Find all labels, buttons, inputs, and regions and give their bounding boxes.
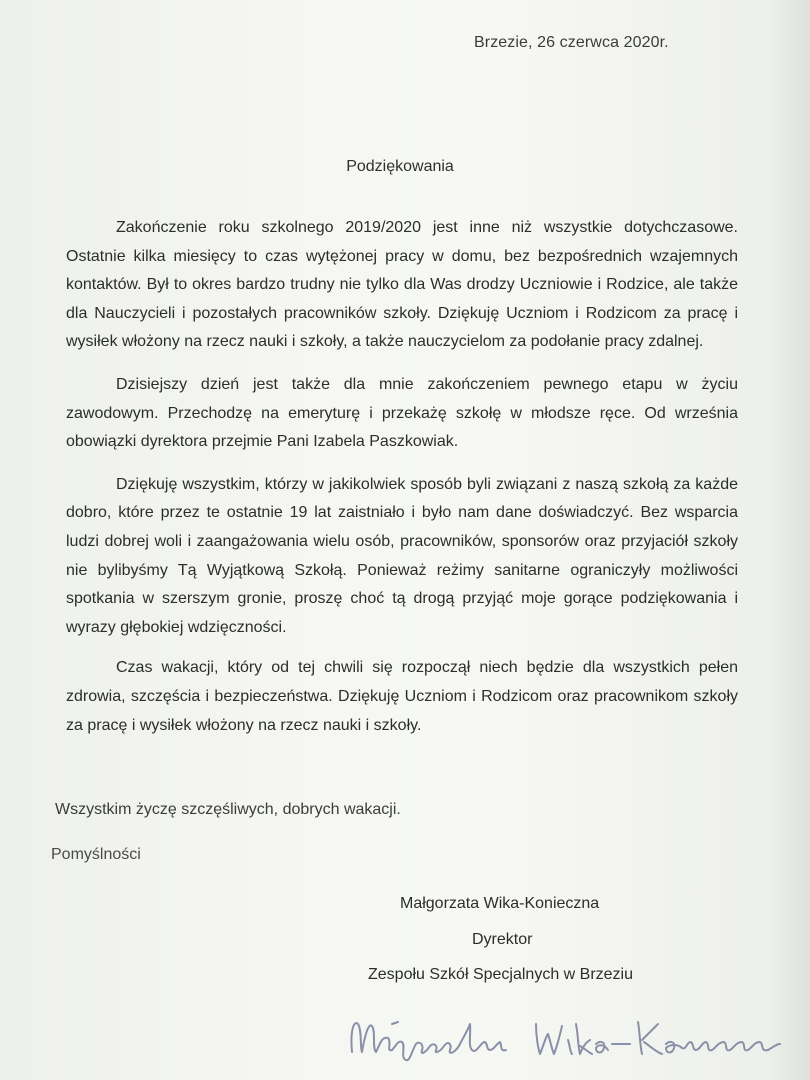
closing-line: Pomyślności	[51, 846, 141, 863]
signatory-name: Małgorzata Wika-Konieczna	[400, 895, 600, 912]
paragraph-2: Dzisiejszy dzień jest także dla mnie zakończeniem pewnego etapu w życiu zawodowym. Przechodzę na emeryturę i przekażę szkołę w młodsze ręce. Od września obowiązki dyrektora przejmie Pani Izabela Paszkowiak.	[66, 375, 738, 451]
signatory-role: Dyrektor	[472, 931, 533, 948]
wishes-line: Wszystkim życzę szczęśliwych, dobrych wakacji.	[55, 801, 401, 818]
letter-date: Brzezie, 26 czerwca 2020r.	[474, 34, 669, 51]
letter-title: Podziękowania	[346, 158, 454, 175]
signatory-organization: Zespołu Szkół Specjalnych w Brzeziu	[368, 966, 634, 983]
letter-body	[66, 214, 738, 754]
paragraph-1: Zakończenie roku szkolnego 2019/2020 jest inne niż wszystkie dotychczasowe. Ostatnie kilka miesięcy to czas wytężonej pracy w domu, bez bezpośrednich wzajemnych kontaktów. Był to okres bardzo trudny nie tylko dla Was drodzy Uczniowie i Rodzice, ale także dla Nauczycieli i pozostałych pracowników szkoły. Dziękuję Uczniom i Rodzicom za pracę i wysiłek włożony na rzecz nauki i szkoły, a także nauczycielom za podołanie pracy zdalnej.	[66, 219, 738, 351]
paragraph-3: Dziękuję wszystkim, którzy w jakikolwiek sposób byli związani z naszą szkołą za każde dobro, które przez te ostatnie 19 lat zaistniało i było nam dane doświadczyć. Bez wsparcia ludzi dobrej woli i zaangażowania wielu osób, pracowników, sponsorów oraz przyjaciół szkoły nie bylibyśmy Tą Wyjątkową Szkołą. Ponieważ reżimy sanitarne ograniczyły możliwości spotkania w szerszym gronie, proszę choć tą drogą przyjąć moje gorące podziękowania i wyrazy głębokiej wdzięczności.	[66, 475, 738, 636]
paragraph-4: Czas wakacji, który od tej chwili się rozpoczął niech będzie dla wszystkich pełen zdrowia, szczęścia i bezpieczeństwa. Dziękuję Uczniom i Rodzicom oraz pracownikom szkoły za pracę i wysiłek włożony na rzecz nauki i szkoły.	[66, 659, 738, 734]
handwritten-signature	[340, 1000, 790, 1072]
